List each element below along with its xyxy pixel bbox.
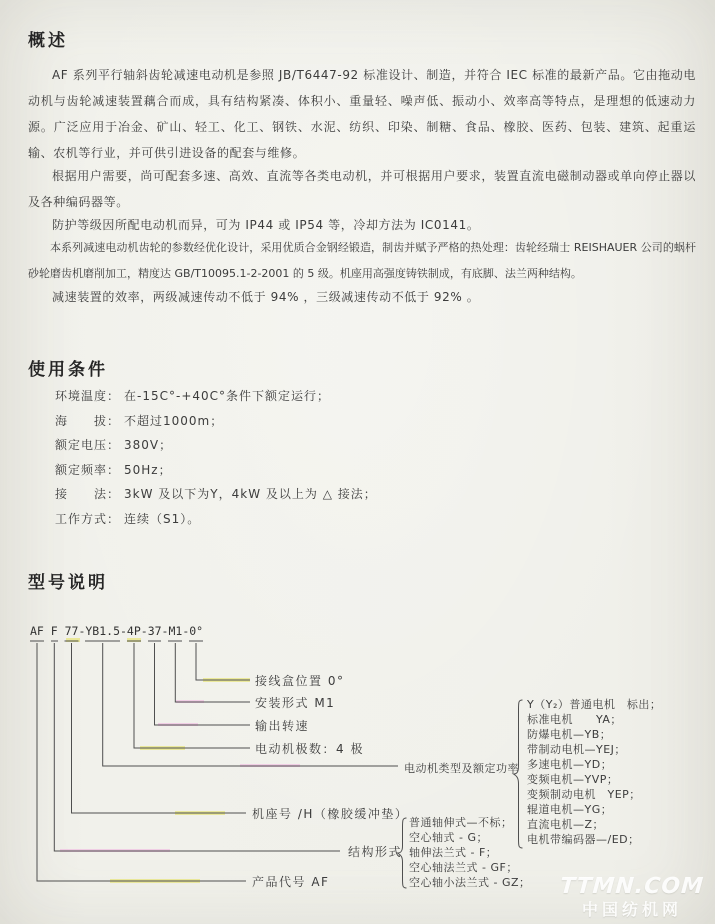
motor-type-item: 变频制动电机 YEP；: [527, 788, 641, 801]
condition-label: 接 法：: [55, 487, 121, 501]
condition-label: 海 拔：: [55, 413, 121, 428]
callout-motor-poles: 电动机极数：4 极: [255, 742, 364, 756]
conditions-list: [55, 384, 675, 531]
condition-label: 工作方式：: [55, 511, 121, 526]
motor-type-item: 直流电机—Z；: [527, 818, 605, 831]
watermark-site-name: 中国纺机网: [581, 900, 682, 919]
condition-value: 3kW 及以下为Y，4kW 及以上为 △ 接法；: [124, 487, 377, 501]
motor-type-item: 多速电机—YD；: [527, 758, 613, 771]
overview-paragraph-5: 减速装置的效率，两级减速传动不低于 94% ，三级减速传动不低于 92% 。: [52, 290, 480, 304]
condition-row: [55, 458, 675, 483]
overview-paragraph-3: 防护等级因所配电动机而异，可为 IP44 或 IP54 等，冷却方法为 IC0141。: [52, 218, 480, 232]
condition-label: 环境温度：: [55, 389, 121, 403]
motor-type-item: 带制动电机—YEJ；: [527, 743, 626, 756]
callout-junction-box-position: 接线盒位置 0°: [255, 674, 345, 688]
condition-row: [55, 433, 675, 458]
motor-type-item: 标准电机 YA；: [527, 713, 622, 726]
condition-value: 连续（S1）。: [124, 511, 201, 526]
callout-product-code: 产品代号 AF: [252, 875, 330, 889]
motor-type-item: 辊道电机—YG；: [527, 803, 613, 816]
structure-form-item: 空心轴法兰式 - GF；: [409, 861, 518, 874]
condition-label: 额定电压：: [55, 438, 121, 452]
structure-form-item: 空心轴式 - G；: [409, 831, 488, 844]
structure-form-item: 轴伸法兰式 - F；: [409, 846, 498, 859]
overview-paragraph-2: 根据用户需要，尚可配套多速、高效、直流等各类电动机，并可根据用户要求，装置直流电磁制动器或单向停止器以及各种编码器等。: [28, 169, 696, 209]
structure-form-options: [409, 815, 531, 890]
callout-line-mounting: [175, 643, 250, 702]
condition-value: 380V；: [124, 438, 173, 452]
overview-paragraph-4: 本系列减速电动机齿轮的参数经优化设计，采用优质合金钢经锻造，制齿并赋予严格的热处理：齿轮经瑞士 REISHAUER 公司的蜗杆砂轮磨齿机磨削加工，精度达 GB/T10095.1-2-2001 的 5 级。机座用高强度铸铁制成，有底脚、法兰两种结构。: [28, 241, 696, 280]
structure-form-item: 普通轴伸式—不标；: [409, 816, 513, 829]
condition-value: 50Hz；: [124, 462, 172, 477]
overview-paragraph-1: AF 系列平行轴斜齿轮减速电动机是参照 JB/T6447-92 标准设计、制造，并符合 IEC 标准的最新产品。它由拖动电动机与齿轮减速装置藕合而成，具有结构紧凑、体积小、重量轻、噪声低、振动小、效率高等特点，是理想的低速动力源。广泛应用于冶金、矿山、轻工、化工、钢铁、水泥、纺织、印染、制糖、食品、橡胶、医药、包装、建筑、起重运输、农机等行业，并可供引进设备的配套与维修。: [28, 68, 696, 160]
model-code: AF F 77-YB1.5-4P-37-M1-0°: [30, 624, 204, 638]
structure-form-item: 空心轴小法兰式 - GZ；: [409, 876, 531, 889]
callout-output-speed: 输出转速: [255, 719, 310, 733]
watermark-site: TTMN.COM: [559, 874, 705, 899]
callout-line-junction-box: [196, 643, 250, 680]
motor-type-item: Y（Y₂）普通电机 标出；: [527, 698, 662, 711]
motor-type-item: 防爆电机—YB；: [527, 728, 612, 741]
callout-mounting-type: 安装形式 M1: [255, 696, 336, 710]
motor-type-item: 变频电机—YVP；: [527, 773, 619, 786]
callout-motor-type-power: 电动机类型及额定功率: [404, 762, 519, 775]
callout-frame-size: 机座号 /H（橡胶缓冲垫）: [252, 807, 409, 821]
condition-row: [55, 482, 675, 507]
section-title-overview: 概述: [28, 31, 68, 51]
condition-label: 额定频率：: [55, 462, 121, 477]
condition-value: 在-15C°-+40C°条件下额定运行；: [124, 389, 331, 403]
overview-paragraphs: [28, 62, 696, 307]
condition-row: [55, 384, 675, 409]
motor-type-item: 电机带编码器—/ED；: [527, 833, 640, 846]
section-title-conditions: 使用条件: [28, 360, 108, 380]
callout-line-frame: [72, 643, 247, 813]
condition-row: [55, 507, 675, 532]
callout-line-output-speed: [155, 643, 251, 725]
callout-line-poles: [134, 643, 250, 748]
condition-row: [55, 409, 675, 434]
section-title-model: 型号说明: [28, 573, 108, 593]
motor-type-options: [527, 697, 661, 847]
callout-structure-form: 结构形式: [348, 845, 403, 859]
condition-value: 不超过1000m；: [124, 413, 224, 428]
